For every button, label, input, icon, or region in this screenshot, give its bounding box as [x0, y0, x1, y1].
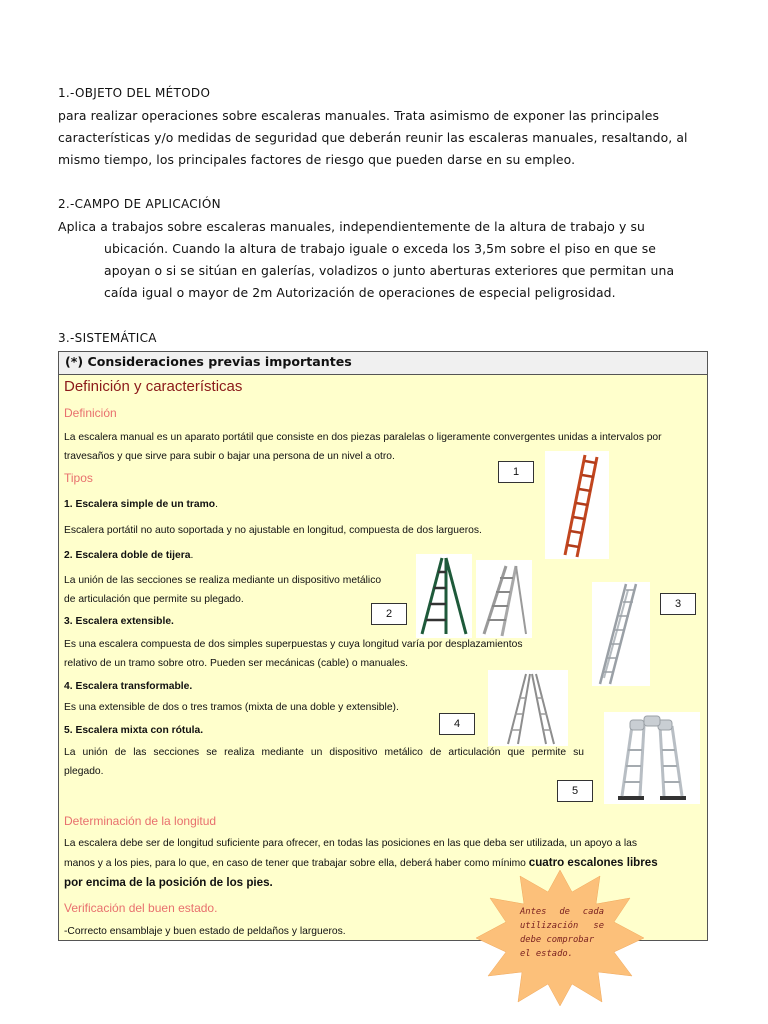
longitud-line-normal: manos y a los pies, para lo que, en caso de tener que trabajar sobre ella, deberá haber como mínimo — [64, 858, 529, 869]
tipo-1-dot: . — [215, 499, 218, 510]
tipo-1-text: Escalera portátil no auto soportada y no ajustable en longitud, compuesta de dos largueros. — [64, 525, 482, 536]
section-1-body — [58, 105, 718, 171]
tipo-5-title: 5. Escalera mixta con rótula. — [64, 725, 204, 736]
tipo-2-line: La unión de las secciones se realiza mediante un dispositivo metálico — [64, 575, 382, 586]
multi-position-ladder-icon — [604, 712, 700, 804]
tipo-4-text: Es una extensible de dos o tres tramos (mixta de una doble y extensible). — [64, 702, 399, 713]
definicion-label: Definición — [64, 406, 117, 420]
callout-text — [520, 905, 604, 961]
callout-line: Antes de cada — [520, 907, 604, 917]
tipo-4-title: 4. Escalera transformable. — [64, 681, 193, 692]
longitud-line: La escalera debe ser de longitud suficiente para ofrecer, en todas las posiciones en las que deba ser utilizada, un apoyo a las — [64, 838, 637, 849]
tipo-5-line: plegado. — [64, 766, 104, 777]
tipo-3-line: Es una escalera compuesta de dos simples superpuestas y cuya longitud varía por desplazamientos — [64, 639, 523, 650]
section-1-line: para realizar operaciones sobre escaleras manuales. Trata asimismo de exponer las principales — [58, 108, 660, 123]
tipo-2-title: 2. Escalera doble de tijera — [64, 550, 191, 561]
ladder-number-1: 1 — [498, 461, 534, 483]
ladder-number-4: 4 — [439, 713, 475, 735]
tipo-3-line: relativo de un tramo sobre otro. Pueden ser mecánicas (cable) o manuales. — [64, 658, 408, 669]
tipo-1-heading — [64, 495, 218, 514]
tipo-5-line: La unión de las secciones se realiza mediante un dispositivo metálico de articulación que permite su — [64, 747, 584, 758]
ladder-number-2: 2 — [371, 603, 407, 625]
extension-ladder-icon — [592, 582, 650, 686]
tipo-1-title: 1. Escalera simple de un tramo — [64, 499, 216, 510]
box-header-text: (*) Consideraciones previas importantes — [65, 354, 352, 369]
ladder-image-5 — [604, 712, 700, 804]
longitud-line-bold-2: por encima de la posición de los pies. — [64, 876, 273, 889]
longitud-line-bold: cuatro escalones libres — [528, 856, 658, 869]
section-2-line: ubicación. Cuando la altura de trabajo iguale o exceda los 3,5m sobre el piso en que se — [104, 241, 657, 256]
tipo-2-line: de articulación que permite su plegado. — [64, 594, 244, 605]
definicion-line: La escalera manual es un aparato portátil que consiste en dos piezas paralelas o ligeramente convergentes unidas a intervalos por — [64, 432, 662, 443]
callout-line: el estado. — [520, 949, 573, 959]
ladder-image-2a — [416, 554, 472, 638]
tipo-5-text — [64, 743, 584, 781]
section-2-line: apoyan o si se sitúan en galerías, voladizos o junto aberturas exteriores que permitan una — [104, 263, 675, 278]
ladder-image-4 — [488, 670, 568, 746]
step-ladder-icon — [416, 554, 472, 638]
section-1-line: características y/o medidas de seguridad que deberán reunir las escaleras manuales, resaltando, al — [58, 130, 688, 145]
box-header — [59, 352, 707, 375]
tipo-3-title: 3. Escalera extensible. — [64, 616, 174, 627]
verificacion-label: Verificación del buen estado. — [64, 901, 218, 915]
tipo-2-text — [64, 571, 381, 609]
ladder-image-2b — [476, 560, 532, 638]
verificacion-text: -Correcto ensamblaje y buen estado de peldaños y largueros. — [64, 926, 346, 937]
section-2-line: caída igual o mayor de 2m Autorización de operaciones de especial peligrosidad. — [104, 285, 616, 300]
box-title: Definición y características — [64, 378, 243, 395]
ladder-image-3 — [592, 582, 650, 686]
ladder-image-1 — [545, 451, 609, 559]
longitud-label: Determinación de la longitud — [64, 814, 217, 828]
tipos-label: Tipos — [64, 471, 93, 485]
section-1-heading: 1.-OBJETO DEL MÉTODO — [58, 86, 211, 100]
simple-ladder-icon — [545, 451, 609, 559]
ladder-number-3: 3 — [660, 593, 696, 615]
section-2-heading: 2.-CAMPO DE APLICACIÓN — [58, 197, 221, 211]
aluminium-step-ladder-icon — [476, 560, 532, 638]
section-2-line: Aplica a trabajos sobre escaleras manuales, independientemente de la altura de trabajo y su — [58, 219, 645, 234]
section-1-line: mismo tiempo, los principales factores de riesgo que pueden darse en su empleo. — [58, 152, 576, 167]
tipo-2-dot: . — [190, 550, 194, 561]
callout-line: debe comprobar — [520, 935, 595, 945]
tipo-2-heading — [64, 546, 193, 565]
transformable-ladder-icon — [488, 670, 568, 746]
section-2-body — [58, 216, 718, 304]
ladder-number-5: 5 — [557, 780, 593, 802]
tipo-3-text — [64, 635, 624, 673]
callout-line: utilización se — [520, 921, 604, 931]
section-3-heading: 3.-SISTEMÁTICA — [58, 331, 157, 345]
definicion-line: travesaños y que sirve para subir o bajar una persona de un nivel a otro. — [64, 451, 395, 462]
